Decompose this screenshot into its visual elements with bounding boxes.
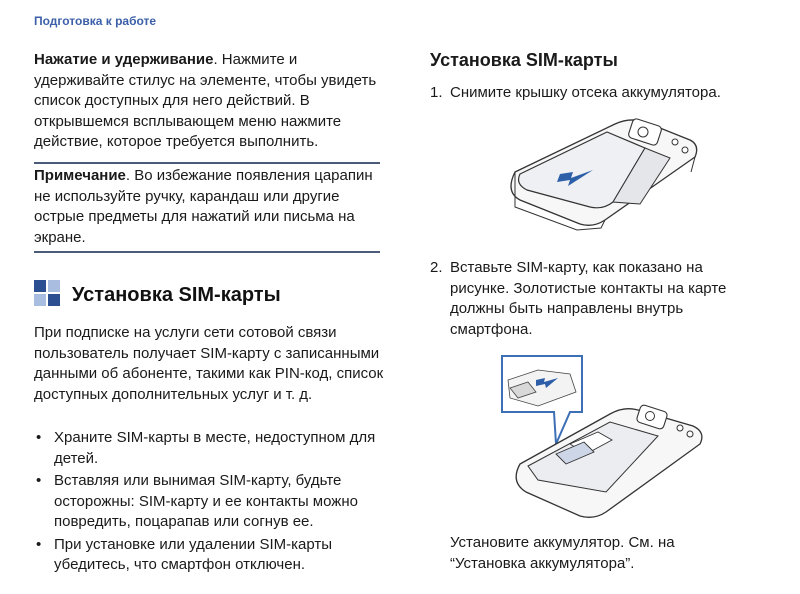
insert-sim-illustration [498,352,713,524]
sim-intro-paragraph: При подписке на услуги сети сотовой связи пользователь получает SIM-карту с записанными данными об абоненте, такими как PIN-код, список доступных дополнительных услуг и т. д. [34,324,384,403]
tap-hold-label: Нажатие и удерживание [34,51,214,68]
list-item: • Вставляя или вынимая SIM-карту, будьте осторожны: SIM-карту и ее контакты можно повредить, поцарапав или согнув ее. [34,471,384,533]
step-2-text: Вставьте SIM-карту, как показано на рисунке. Золотистые контакты на карте должны быть направлены внутрь смартфона. [450,259,727,338]
step-1-text: Снимите крышку отсека аккумулятора. [450,84,721,101]
note-label: Примечание [34,167,126,184]
section-title: Установка SIM-карты [72,284,281,306]
note-bottom-divider [34,251,380,253]
remove-battery-cover-illustration [495,112,710,232]
step-2-number: 2. [430,259,443,276]
right-section-title: Установка SIM-карты [430,50,618,70]
list-item: • Храните SIM-карты в месте, недоступном для детей. [34,428,384,469]
step-1 [430,83,750,104]
sim-care-list [34,428,384,578]
tap-hold-text: . Нажмите и удерживайте стилус на элементе, чтобы увидеть список доступных для него действий. В открывшемся всплывающем меню нажмите действие, которое требуется выполнить. [34,51,377,150]
step-3 [430,533,750,574]
note-text: . Во избежание появления царапин не используйте ручку, карандаш или другие острые предметы для нажатий или письма на экране. [34,167,373,246]
section-squares-icon [34,280,62,308]
list-item: • При установке или удалении SIM-карты убедитесь, что смартфон отключен. [34,535,384,576]
tap-hold-paragraph [34,50,384,153]
note-paragraph [34,166,384,248]
page-header: Подготовка к работе [34,14,157,28]
note-top-divider [34,162,380,164]
step-3-text: Установите аккумулятор. См. на “Установка аккумулятора”. [450,534,675,572]
step-2 [430,258,750,340]
step-1-number: 1. [430,84,443,101]
